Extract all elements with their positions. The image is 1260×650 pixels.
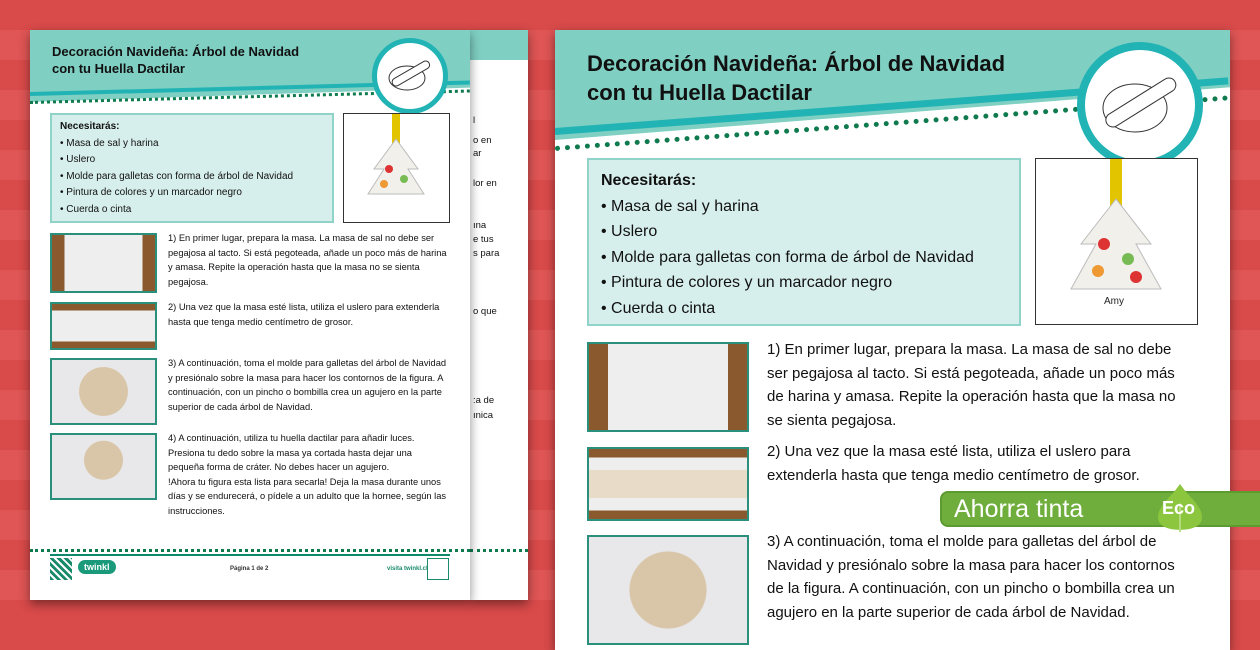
fragment: ar — [473, 148, 482, 159]
step-4-text: 4) A continuación, utiliza tu huella dactilar para añadir luces. Presiona tu dedo sobre la masa ya cortada hasta dejar una pequeña forma de cráter. No debes hacer un agujero. — [168, 433, 415, 472]
fragment: e tus — [473, 234, 494, 245]
rolling-pin-icon — [372, 38, 448, 114]
page-number: Página 1 de 2 — [230, 566, 269, 572]
quality-badge-icon — [427, 558, 449, 580]
step-2-text: 2) Una vez que la masa esté lista, utiliza el uslero para extenderla hasta que tenga medio centímetro de grosor. — [767, 443, 1140, 484]
step-1-photo — [587, 342, 749, 432]
step-2-text: 2) Una vez que la masa esté lista, utiliza el uslero para extenderla hasta que tenga medio centímetro de grosor. — [168, 302, 440, 327]
step-1-photo — [50, 233, 157, 293]
needs-heading: Necesitarás: — [601, 172, 697, 189]
title: Decoración Navideña: Árbol de Navidad — [52, 44, 300, 59]
fragment: o que — [473, 306, 497, 317]
needs-item: • Cuerda o cinta — [60, 202, 324, 219]
step-3-photo — [50, 358, 157, 425]
ornament-photo — [343, 113, 450, 223]
fragment: ınica — [473, 410, 494, 421]
ornament-photo — [1035, 158, 1198, 325]
page-thumbnail — [30, 30, 470, 600]
step-4-photo — [50, 433, 157, 500]
fragment: s para — [473, 248, 500, 259]
needs-item: • Molde para galletas con forma de árbol de Navidad — [601, 245, 1007, 271]
footer-dots — [470, 549, 528, 552]
step-1-text: 1) En primer lugar, prepara la masa. La masa de sal no debe ser pegajosa al tacto. Si está pegoteada, añade un poco más de harina y amasa. Repite la operación hasta que la masa no se sienta pegajosa. — [168, 233, 447, 287]
needs-item: • Uslero — [601, 219, 1007, 245]
title: con tu Huella Dactilar — [587, 79, 812, 105]
needs-item: • Uslero — [60, 152, 324, 169]
step-1-text: 1) En primer lugar, prepara la masa. La masa de sal no debe ser pegajosa al tacto. Si está pegoteada, añade un poco más de harina y amasa. Repite la operación hasta que la masa no se sienta pegajosa. — [767, 341, 1176, 429]
fragment: :a de — [473, 395, 495, 406]
eco-label: Eco — [1162, 498, 1196, 518]
step-3-text: 3) A continuación, toma el molde para galletas del árbol de Navidad y presiónalo sobre la masa para hacer los contornos de la figura. A continuación, con un pincho o bombilla crea un agujero en la parte superior de cada árbol de Navidad. — [168, 358, 447, 412]
eco-badge — [940, 491, 1260, 527]
back-page-header — [470, 30, 528, 60]
needs-item: • Pintura de colores y un marcador negro — [60, 185, 324, 202]
fragment: l — [473, 115, 476, 126]
step-2-photo — [50, 302, 157, 350]
step-3-text: 3) A continuación, toma el molde para galletas del árbol de Navidad y presiónalo sobre la masa para hacer los contornos de la figura. A continuación, con un pincho o bombilla crea un agujero en la parte superior de cada árbol de Navidad. — [767, 533, 1175, 621]
footer-dots — [30, 549, 470, 552]
fragment: ına — [473, 220, 487, 231]
website-link[interactable]: visita twinkl.cl — [387, 566, 428, 572]
page-zoomed — [555, 30, 1230, 650]
step-3-photo — [587, 535, 749, 645]
eco-badge-text: Ahorra tinta — [954, 495, 1084, 523]
needs-item: • Cuerda o cinta — [601, 296, 1007, 322]
needs-heading: Necesitarás: — [60, 121, 120, 132]
title: Decoración Navideña: Árbol de Navidad — [587, 51, 1006, 76]
needs-item: • Molde para galletas con forma de árbol de Navidad — [60, 169, 324, 186]
footer-line — [50, 554, 450, 556]
rolling-pin-icon — [1077, 42, 1203, 168]
qr-code-icon — [50, 558, 72, 580]
needs-item: • Masa de sal y harina — [60, 136, 324, 153]
needs-item: • Masa de sal y harina — [601, 194, 1007, 220]
fragment: o en — [473, 135, 492, 146]
closing-text: !Ahora tu figura esta lista para secarla! Deja la masa durante unos días y se endurecerá, o pídele a un adulto que la hornee, según las instrucciones. — [168, 476, 447, 516]
fragment: lor en — [473, 178, 497, 189]
needs-item: • Pintura de colores y un marcador negro — [601, 270, 1007, 296]
step-2-photo — [587, 447, 749, 521]
title: con tu Huella Dactilar — [52, 60, 185, 76]
back-page-edge — [470, 30, 528, 600]
ornament-name: Amy — [1104, 296, 1124, 307]
twinkl-logo: twinkl — [78, 560, 116, 574]
